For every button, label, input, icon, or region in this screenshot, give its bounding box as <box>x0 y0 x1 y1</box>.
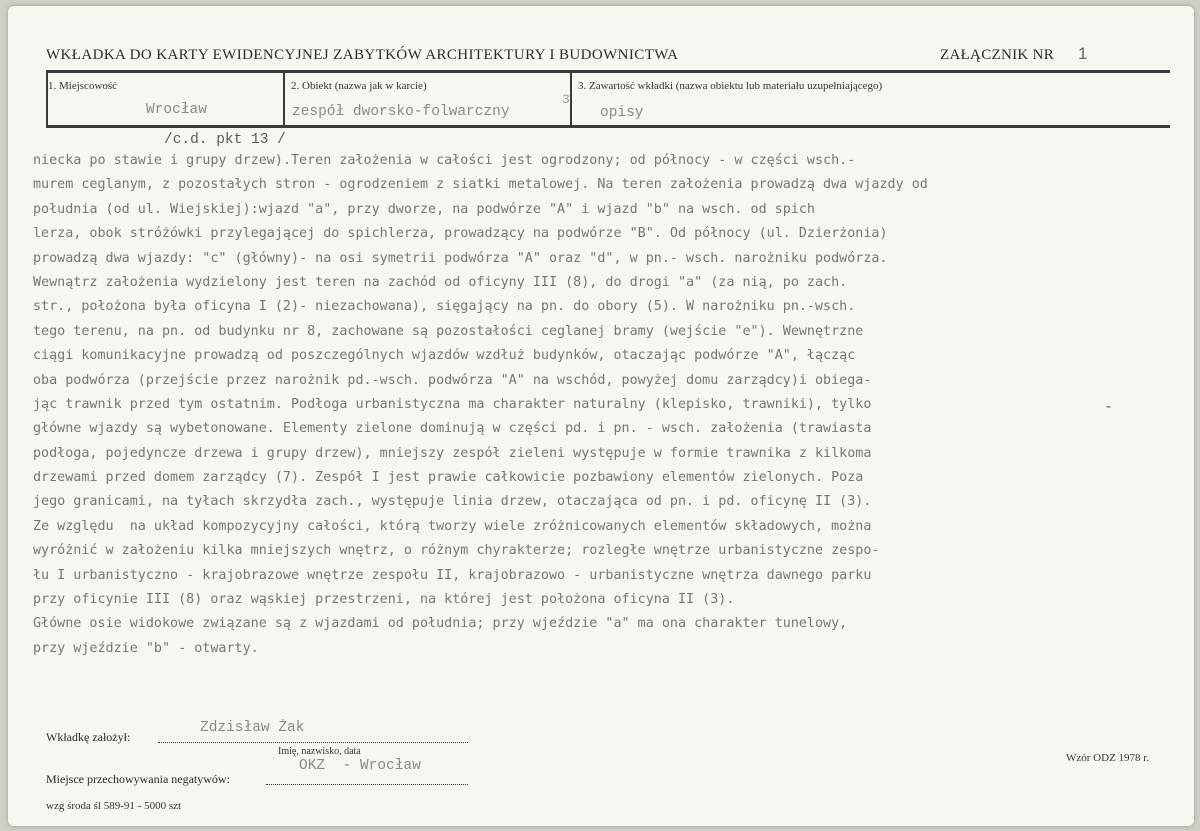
contents-label: 3. Zawartość wkładki (nazwa obiektu lub materiału uzupełniającego) <box>578 80 883 92</box>
description-line: południa (od ul. Wiejskiej):wjazd "a", przy dworze, na podwórze "A" i wjazd "b" na wsch. od spich <box>33 201 815 217</box>
description-line: drzewami przed domem zarządcy (7). Zespół I jest prawie całkowicie pozbawiony elementów zielonych. Poza <box>33 470 864 486</box>
description-line: wyróżnić w założeniu kilka mniejszych wnętrz, o różnym chyrakterze; rozległe wnętrze urbanistyczne zespo- <box>33 543 880 559</box>
attachment-label: ZAŁĄCZNIK NR <box>940 47 1055 63</box>
description-line: jego granicami, na tyłach skrzydła zach., występuje linia drzew, otaczająca od pn. i pd. oficynę II (3). <box>33 494 872 510</box>
description-line: łu I urbanistyczno - krajobrazowe wnętrze zespołu II, krajobrazowo - urbanistyczne wnętrza dawnego parku <box>33 567 872 583</box>
header-bottom-rule <box>46 125 1170 128</box>
description-line: podłoga, pojedyncze drzewa i grupy drzew), mniejszy zespół zieleni występuje w formie trawnika z kilkoma <box>33 445 872 461</box>
storage-label: Miejsce przechowywania negatywów: <box>46 772 230 786</box>
storage-value: OKZ - Wrocław <box>299 758 421 774</box>
description-line: prowadzą dwa wjazdy: "c" (główny)- na osi symetrii podwórza "A" oraz "d", w pn.- wsch. narożniku podwórza. <box>33 250 888 266</box>
description-line: murem ceglanym, z pozostałych stron - ogrodzeniem z siatki metalowej. Na teren założenia prowadzą dwa wjazdy od <box>33 177 928 193</box>
description-line: główne wjazdy są wybetonowane. Elementy zielone dominują w części pd. i pn. - wsch. założenia (trawiasta <box>33 421 872 437</box>
margin-mark: - <box>1106 398 1111 415</box>
print-note: wzg środa śl 589-91 - 5000 szt <box>46 800 182 812</box>
attachment-number: 1 <box>1078 44 1088 63</box>
description-line: niecka po stawie i grupy drzew).Teren założenia w całości jest ogrodzony; od północy - w części wsch.- <box>33 153 856 168</box>
description-text <box>33 149 1173 661</box>
object-mark: 3 <box>562 92 570 107</box>
form-title: WKŁADKA DO KARTY EWIDENCYJNEJ ZABYTKÓW ARCHITEKTURY I BUDOWNICTWA <box>46 47 679 63</box>
location-label: 1. Miejscowość <box>48 80 118 92</box>
description-line: ciągi komunikacyjne prowadzą od poszczególnych wjazdów wzdłuż budynków, otaczając podwórze "A", łącząc <box>33 348 856 364</box>
description-line: str., położona była oficyna I (2)- niezachowana), sięgający na pn. do obory (5). W narożniku pn.-wsch. <box>33 299 856 315</box>
storage-dotted-line <box>266 784 468 785</box>
description-line: Wewnątrz założenia wydzielony jest teren na zachód od oficyny III (8), do drogi "a" (za nią, po zach. <box>33 274 848 290</box>
description-line: przy wjeździe "b" - otwarty. <box>33 640 259 656</box>
founder-dotted-line <box>158 742 468 743</box>
continuation-note: /c.d. pkt 13 / <box>164 132 286 148</box>
description-line: tego terenu, na pn. od budynku nr 8, zachowane są pozostałości ceglanej bramy (wejście "e"). Wewnętrzne <box>33 323 864 339</box>
founder-label: Wkładkę założył: <box>46 730 131 744</box>
object-value: zespół dworsko-folwarczny <box>292 104 510 120</box>
description-line: lerza, obok stróżówki przylegającej do spichlerza, prowadzący na podwórze "B". Od północy (ul. Dzierżonia) <box>33 226 888 242</box>
object-label: 2. Obiekt (nazwa jak w karcie) <box>291 80 427 92</box>
founder-caption: Imię, nazwisko, data <box>278 746 361 757</box>
contents-value: opisy <box>600 105 644 121</box>
form-model: Wzór ODZ 1978 r. <box>1066 752 1150 764</box>
field-divider-1 <box>283 73 285 126</box>
description-line: jąc trawnik przed tym ostatnim. Podłoga urbanistyczna ma charakter naturalny (klepisko, trawniki), tylko <box>33 396 872 412</box>
inventory-card-insert <box>8 6 1194 826</box>
description-line: Główne osie widokowe związane są z wjazdami od południa; przy wjeździe "a" ma ona charakter tunelowy, <box>33 616 848 632</box>
description-line: przy oficynie III (8) oraz wąskiej przestrzeni, na której jest położona oficyna II (3). <box>33 592 735 608</box>
founder-value: Zdzisław Żak <box>200 720 305 736</box>
location-value: Wrocław <box>146 102 207 118</box>
header-top-rule <box>46 70 1170 73</box>
description-line: Ze względu na układ kompozycyjny całości, którą tworzy wiele zróżnicowanych elementów składowych, można <box>33 518 872 534</box>
description-line: oba podwórza (przejście przez narożnik pd.-wsch. podwórza "A" na wschód, powyżej domu zarządcy)i obiega- <box>33 372 872 388</box>
field-divider-2 <box>570 73 572 126</box>
